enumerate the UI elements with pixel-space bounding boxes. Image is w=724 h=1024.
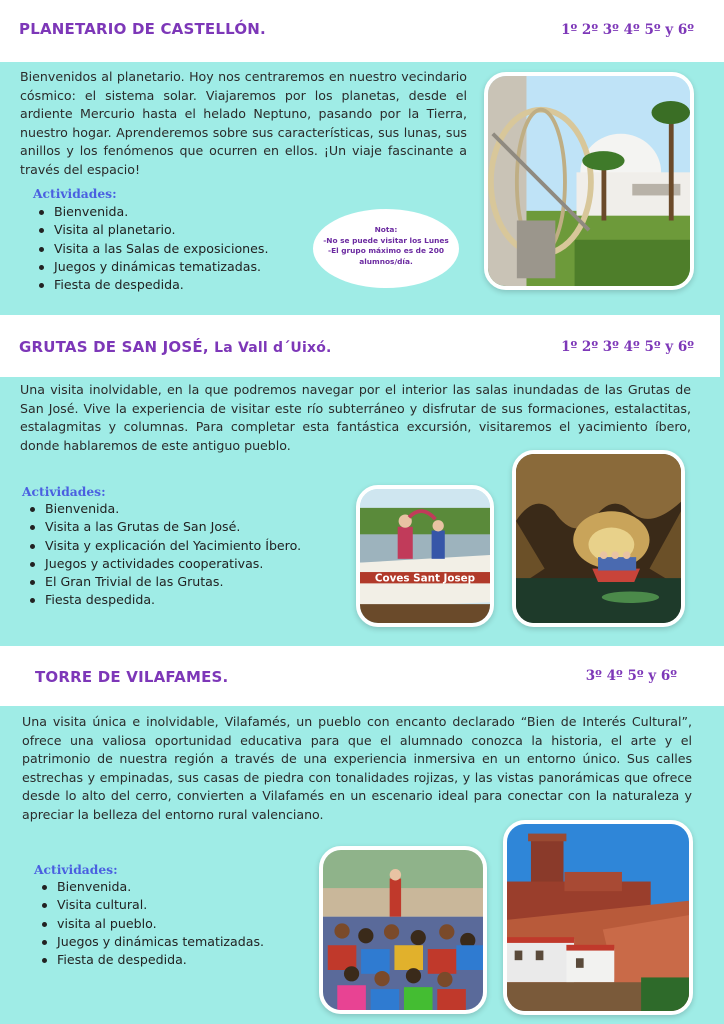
list-item: Visita a las Grutas de San José. — [26, 518, 301, 536]
activities-list — [35, 203, 268, 294]
list-item: Fiesta despedida. — [26, 591, 301, 609]
section-header-band — [0, 0, 724, 62]
list-item: Visita y explicación del Yacimiento Íbero. — [26, 537, 301, 555]
activities-title: Actividades: — [22, 484, 106, 499]
boat-ride-photo — [356, 485, 494, 627]
list-item: Fiesta de despedida. — [35, 276, 268, 294]
section-description: Una visita única e inolvidable, Vilafamés, un pueblo con encanto declarado “Bien de Interés Cultural”, ofrece una valiosa oportunidad educativa para que el alumnado conozca la historia, el arte y el patrimonio de nuestra región a través de una experiencia inmersiva en un entorno único. Sus calles estrechas y empinadas, sus casas de piedra con tonalidades rojizas, y las vistas panorámicas que ofrece desde lo alto del cerro, convierten a Vilafamés en un escenario ideal para conectar con la naturaleza y apreciar la belleza del entorno rural valenciano. — [22, 714, 692, 822]
note-line: -El grupo máximo es de 200 — [328, 246, 444, 255]
list-item: Bienvenida. — [26, 500, 301, 518]
list-item: El Gran Trivial de las Grutas. — [26, 573, 301, 591]
note-line: alumnos/día. — [359, 256, 413, 266]
list-item: visita al pueblo. — [38, 915, 264, 933]
note-line: -No se puede visitar los Lunes — [323, 235, 449, 245]
grade-levels: 1º 2º 3º 4º 5º y 6º — [561, 22, 694, 38]
activities-title: Actividades: — [33, 186, 117, 201]
activities-list — [26, 500, 301, 610]
planetarium-building-photo — [484, 72, 694, 290]
section-title — [19, 338, 332, 356]
list-item: Juegos y dinámicas tematizadas. — [35, 258, 268, 276]
list-item: Fiesta de despedida. — [38, 951, 264, 969]
section-description: Bienvenidos al planetario. Hoy nos centraremos en nuestro vecindario cósmico: el sistema solar. Viajaremos por los planetas, desde el ardiente Mercurio hasta el helado Neptuno, pasando por la Tierra, nuestro hogar. Aprenderemos sobre sus características, sus lunas, sus anillos y los fenómenos que ocurren en ellos. ¡Un viaje fascinante a través del espacio! — [20, 69, 467, 177]
list-item: Bienvenida. — [35, 203, 268, 221]
note-title: Nota: — [374, 225, 398, 234]
section-title: PLANETARIO DE CASTELLÓN. — [19, 20, 266, 38]
list-item: Visita al planetario. — [35, 221, 268, 239]
boat-sign-text: Coves Sant Josep — [374, 572, 476, 585]
castle-tower-photo — [503, 820, 693, 1015]
section-title-main: GRUTAS DE SAN JOSÉ, — [19, 338, 209, 356]
section-title: TORRE DE VILAFAMES. — [35, 668, 229, 686]
grade-levels: 3º 4º 5º y 6º — [585, 668, 677, 684]
list-item: Bienvenida. — [38, 878, 264, 896]
list-item: Visita a las Salas de exposiciones. — [35, 240, 268, 258]
activities-title: Actividades: — [34, 862, 118, 877]
list-item: Juegos y actividades cooperativas. — [26, 555, 301, 573]
section-location: La Vall d´Uixó. — [214, 340, 332, 356]
list-item: Visita cultural. — [38, 896, 264, 914]
cave-boat-photo — [512, 450, 685, 627]
grade-levels: 1º 2º 3º 4º 5º y 6º — [561, 339, 694, 355]
note-bubble — [313, 209, 459, 288]
list-item: Juegos y dinámicas tematizadas. — [38, 933, 264, 951]
section-header-band — [0, 646, 724, 706]
section-description: Una visita inolvidable, en la que podremos navegar por el interior las salas inundadas de las Grutas de San José. Vive la experiencia de visitar este río subterráneo y disfrutar de sus formaciones, estalactitas, estalagmitas y columnas. Para completar esta fantástica excursión, visitaremos el yacimiento íbero, donde hablaremos de este antiguo pueblo. — [20, 382, 691, 453]
section-header-band — [0, 315, 720, 377]
activities-list — [38, 878, 264, 969]
children-group-photo — [319, 846, 487, 1014]
